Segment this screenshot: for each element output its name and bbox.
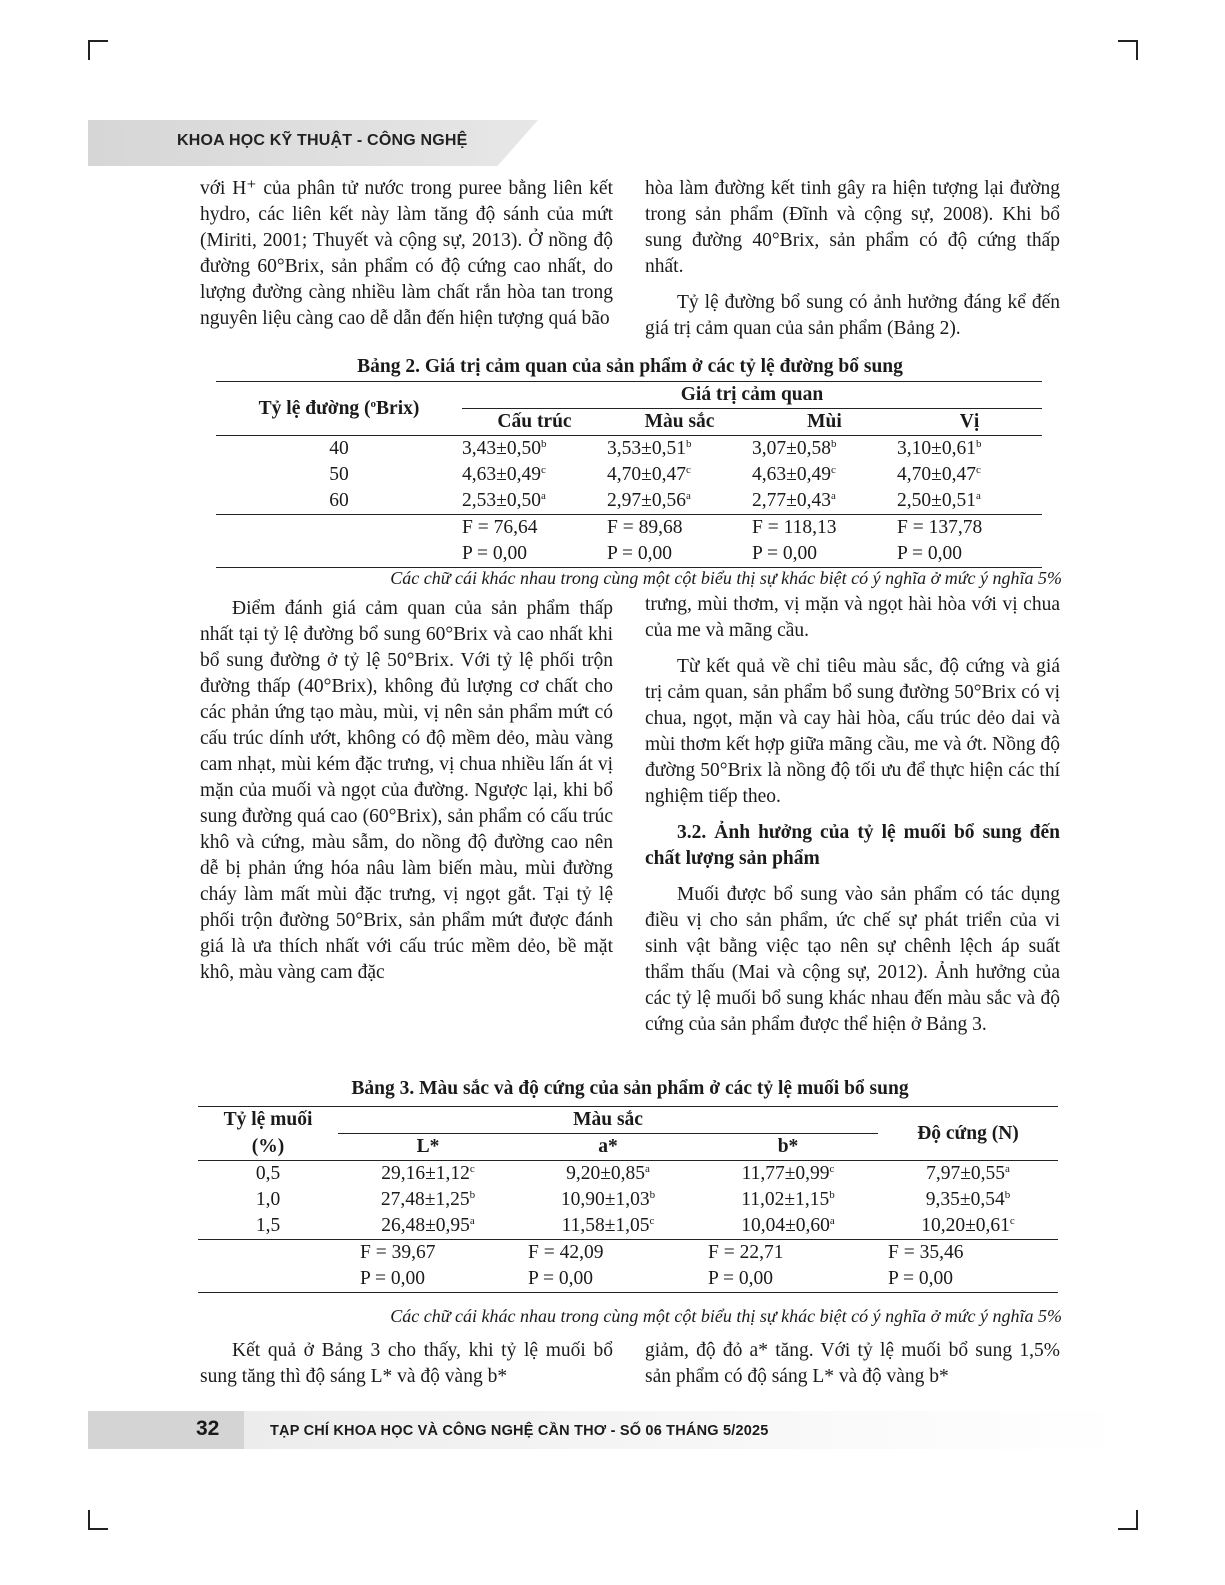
table-row	[198, 1213, 1058, 1240]
f-value: F = 89,68	[607, 517, 683, 538]
row-label: 1,5	[255, 1215, 281, 1236]
row-label: 1,0	[255, 1189, 281, 1210]
cell: 10,20±0,61$^c$	[921, 1215, 1015, 1236]
cell: 10,04±0,60$^a$	[741, 1215, 835, 1236]
bottom-left-column	[200, 1338, 613, 1390]
table-3-title: Bảng 3. Màu sắc và độ cứng của sản phẩm ở các tỷ lệ muối bổ sung	[351, 1078, 909, 1099]
f-value: F = 35,46	[888, 1242, 964, 1263]
p-value: P = 0,00	[888, 1268, 953, 1289]
cell: 2,53±0,50$^a$	[462, 490, 546, 511]
table-row-p	[216, 541, 1042, 568]
f-value: F = 39,67	[360, 1242, 436, 1263]
table-3-group-header: Màu sắc	[338, 1107, 878, 1134]
table-2-group-header: Giá trị cảm quan	[462, 382, 1042, 409]
table-2-note: Các chữ cái khác nhau trong cùng một cột biểu thị sự khác biệt có ý nghĩa ở mức ý nghĩa 5%	[390, 568, 1062, 588]
f-value: F = 76,64	[462, 517, 538, 538]
section-heading: 3.2. Ảnh hưởng của tỷ lệ muối bổ sung đến chất lượng sản phẩm	[645, 822, 1060, 869]
cell: 11,02±1,15$^b$	[741, 1189, 835, 1210]
table-3-hardness-header: Độ cứng (N)	[917, 1122, 1019, 1144]
table-2	[216, 381, 1042, 568]
cell: 3,43±0,50$^b$	[462, 438, 547, 459]
cell: 3,07±0,58$^b$	[752, 438, 837, 459]
table-3-col-header: b*	[777, 1136, 799, 1157]
cell: 26,48±0,95$^a$	[381, 1215, 475, 1236]
table-3-rowhead: Tỷ lệ muối	[223, 1109, 313, 1131]
paragraph: Muối được bổ sung vào sản phẩm có tác dụng điều vị cho sản phẩm, ức chế sự phát triển của vi sinh vật bằng việc tạo nên sự chênh lệch áp suất thẩm thấu (Mai và cộng sự, 2012). Ảnh hưởng của các tỷ lệ muối bổ sung khác nhau đến màu sắc và độ cứng của sản phẩm được thể hiện ở Bảng 3.	[645, 884, 1060, 1035]
table-3-col-header: a*	[598, 1136, 618, 1157]
table-row	[198, 1187, 1058, 1213]
cell: 4,63±0,49$^c$	[752, 464, 836, 485]
cell: 29,16±1,12$^c$	[381, 1163, 475, 1184]
table-row-f	[198, 1240, 1058, 1267]
journal-title: TẠP CHÍ KHOA HỌC VÀ CÔNG NGHỆ CẦN THƠ - SỐ 06 THÁNG 5/2025	[270, 1423, 769, 1439]
crop-mark-bottom-right	[1118, 1510, 1138, 1530]
cell: 2,50±0,51$^a$	[897, 490, 981, 511]
p-value: P = 0,00	[607, 543, 672, 564]
top-left-column	[200, 176, 613, 332]
crop-mark-top-left	[88, 40, 108, 60]
middle-left-column	[200, 596, 613, 986]
row-label: 40	[329, 438, 349, 459]
cell: 10,90±1,03$^b$	[560, 1189, 656, 1210]
table-row	[216, 462, 1042, 488]
cell: 3,10±0,61$^b$	[897, 438, 982, 459]
paragraph: Từ kết quả về chỉ tiêu màu sắc, độ cứng và giá trị cảm quan, sản phẩm bổ sung đường 50°Brix có vị chua, ngọt, mặn và cay hài hòa, cấu trúc dẻo dai và mùi thơm kết hợp giữa mãng cầu, me và ớt. Nồng độ đường 50°Brix là nồng độ tối ưu để thực hiện các thí nghiệm tiếp theo.	[645, 656, 1060, 807]
table-3-note: Các chữ cái khác nhau trong cùng một cột biểu thị sự khác biệt có ý nghĩa ở mức ý nghĩa 5%	[390, 1306, 1062, 1326]
cell: 3,53±0,51$^b$	[607, 438, 692, 459]
table-3-rowhead-unit: (%)	[251, 1135, 285, 1157]
row-label: 0,5	[255, 1163, 281, 1184]
table-row	[198, 1161, 1058, 1188]
table-row-f	[216, 515, 1042, 542]
p-value: P = 0,00	[360, 1268, 425, 1289]
cell: 2,97±0,56$^a$	[607, 490, 691, 511]
row-label: 60	[329, 490, 349, 511]
f-value: F = 42,09	[528, 1242, 604, 1263]
cell: 4,70±0,47$^c$	[897, 464, 981, 485]
cell: 11,77±0,99$^c$	[741, 1163, 835, 1184]
table-2-rowhead: Tỷ lệ đường ($^o$Brix)	[258, 397, 420, 419]
table-2-col-header: Mùi	[807, 411, 842, 432]
table-2-col-header: Cấu trúc	[497, 411, 572, 432]
footer-band	[88, 1411, 244, 1449]
cell: 27,48±1,25$^b$	[380, 1189, 476, 1210]
f-value: F = 137,78	[897, 517, 983, 538]
paragraph: Điểm đánh giá cảm quan của sản phẩm thấp nhất tại tỷ lệ đường bổ sung 60°Brix và cao nhất khi bổ sung đường ở tỷ lệ 50°Brix. Với tỷ lệ phối trộn đường thấp (40°Brix), không đủ lượng cơ chất cho các phản ứng tạo màu, mùi, vị nên sản phẩm mứt có cấu trúc dính ướt, không có độ mềm dẻo, màu vàng cam nhạt, mùi kém đặc trưng, vị chua nhiều lấn át vị mặn của muối và ngọt của đường. Ngược lại, khi bổ sung đường quá cao (60°Brix), sản phẩm có cấu trúc khô và cứng, màu sẫm, do nồng độ đường cao nên dễ bị phản ứng hóa nâu làm biến màu, mùi đường cháy làm mất mùi đặc trưng, vị ngọt gắt. Tại tỷ lệ phối trộn đường 50°Brix, sản phẩm mứt được đánh giá là ưa thích nhất với cấu trúc mềm dẻo, bề mặt khô, màu vàng cam đặc	[200, 598, 613, 983]
table-3-col-header: L*	[416, 1136, 440, 1157]
cell: 11,58±1,05$^c$	[561, 1215, 655, 1236]
paragraph: giảm, độ đỏ a* tăng. Với tỷ lệ muối bổ sung 1,5% sản phẩm có độ sáng L* và độ vàng b*	[645, 1340, 1060, 1387]
f-value: F = 118,13	[752, 517, 837, 538]
paragraph: hòa làm đường kết tinh gây ra hiện tượng lại đường trong sản phẩm (Đĩnh và cộng sự, 2008). Khi bổ sung đường 40°Brix, sản phẩm có độ cứng thấp nhất.	[645, 178, 1060, 277]
paragraph: trưng, mùi thơm, vị mặn và ngọt hài hòa với vị chua của me và mãng cầu.	[645, 594, 1060, 641]
section-header: KHOA HỌC KỸ THUẬT - CÔNG NGHỆ	[177, 132, 468, 149]
cell: 2,77±0,43$^a$	[752, 490, 836, 511]
table-row-p	[198, 1266, 1058, 1293]
cell: 9,35±0,54$^b$	[925, 1189, 1011, 1210]
p-value: P = 0,00	[752, 543, 817, 564]
table-2-col-header: Vị	[959, 411, 980, 432]
p-value: P = 0,00	[897, 543, 962, 564]
bottom-right-column	[645, 1338, 1060, 1390]
cell: 4,70±0,47$^c$	[607, 464, 691, 485]
p-value: P = 0,00	[708, 1268, 773, 1289]
row-label: 50	[329, 464, 349, 485]
cell: 7,97±0,55$^a$	[926, 1163, 1010, 1184]
top-right-column	[645, 176, 1060, 342]
paragraph: Kết quả ở Bảng 3 cho thấy, khi tỷ lệ muối bổ sung tăng thì độ sáng L* và độ vàng b*	[200, 1340, 613, 1387]
table-row	[216, 436, 1042, 463]
crop-mark-top-right	[1118, 40, 1138, 60]
p-value: P = 0,00	[528, 1268, 593, 1289]
table-2-col-header: Màu sắc	[644, 411, 715, 432]
f-value: F = 22,71	[708, 1242, 784, 1263]
cell: 4,63±0,49$^c$	[462, 464, 546, 485]
page-number: 32	[196, 1417, 220, 1440]
table-3	[198, 1106, 1058, 1293]
table-row	[216, 488, 1042, 515]
table-2-title: Bảng 2. Giá trị cảm quan của sản phẩm ở các tỷ lệ đường bổ sung	[357, 356, 903, 377]
p-value: P = 0,00	[462, 543, 527, 564]
paragraph: Tỷ lệ đường bổ sung có ảnh hưởng đáng kể đến giá trị cảm quan của sản phẩm (Bảng 2).	[645, 292, 1060, 339]
middle-right-column	[645, 592, 1060, 1038]
cell: 9,20±0,85$^a$	[566, 1163, 650, 1184]
paragraph: với H⁺ của phân tử nước trong puree bằng liên kết hydro, các liên kết này làm tăng độ sánh của mứt (Miriti, 2001; Thuyết và cộng sự, 2013). Ở nồng độ đường 60°Brix, sản phẩm có độ cứng cao nhất, do lượng đường càng nhiều làm chất rắn hòa tan trong nguyên liệu càng cao dễ dẫn đến hiện tượng quá bão	[200, 178, 613, 329]
crop-mark-bottom-left	[88, 1510, 108, 1530]
